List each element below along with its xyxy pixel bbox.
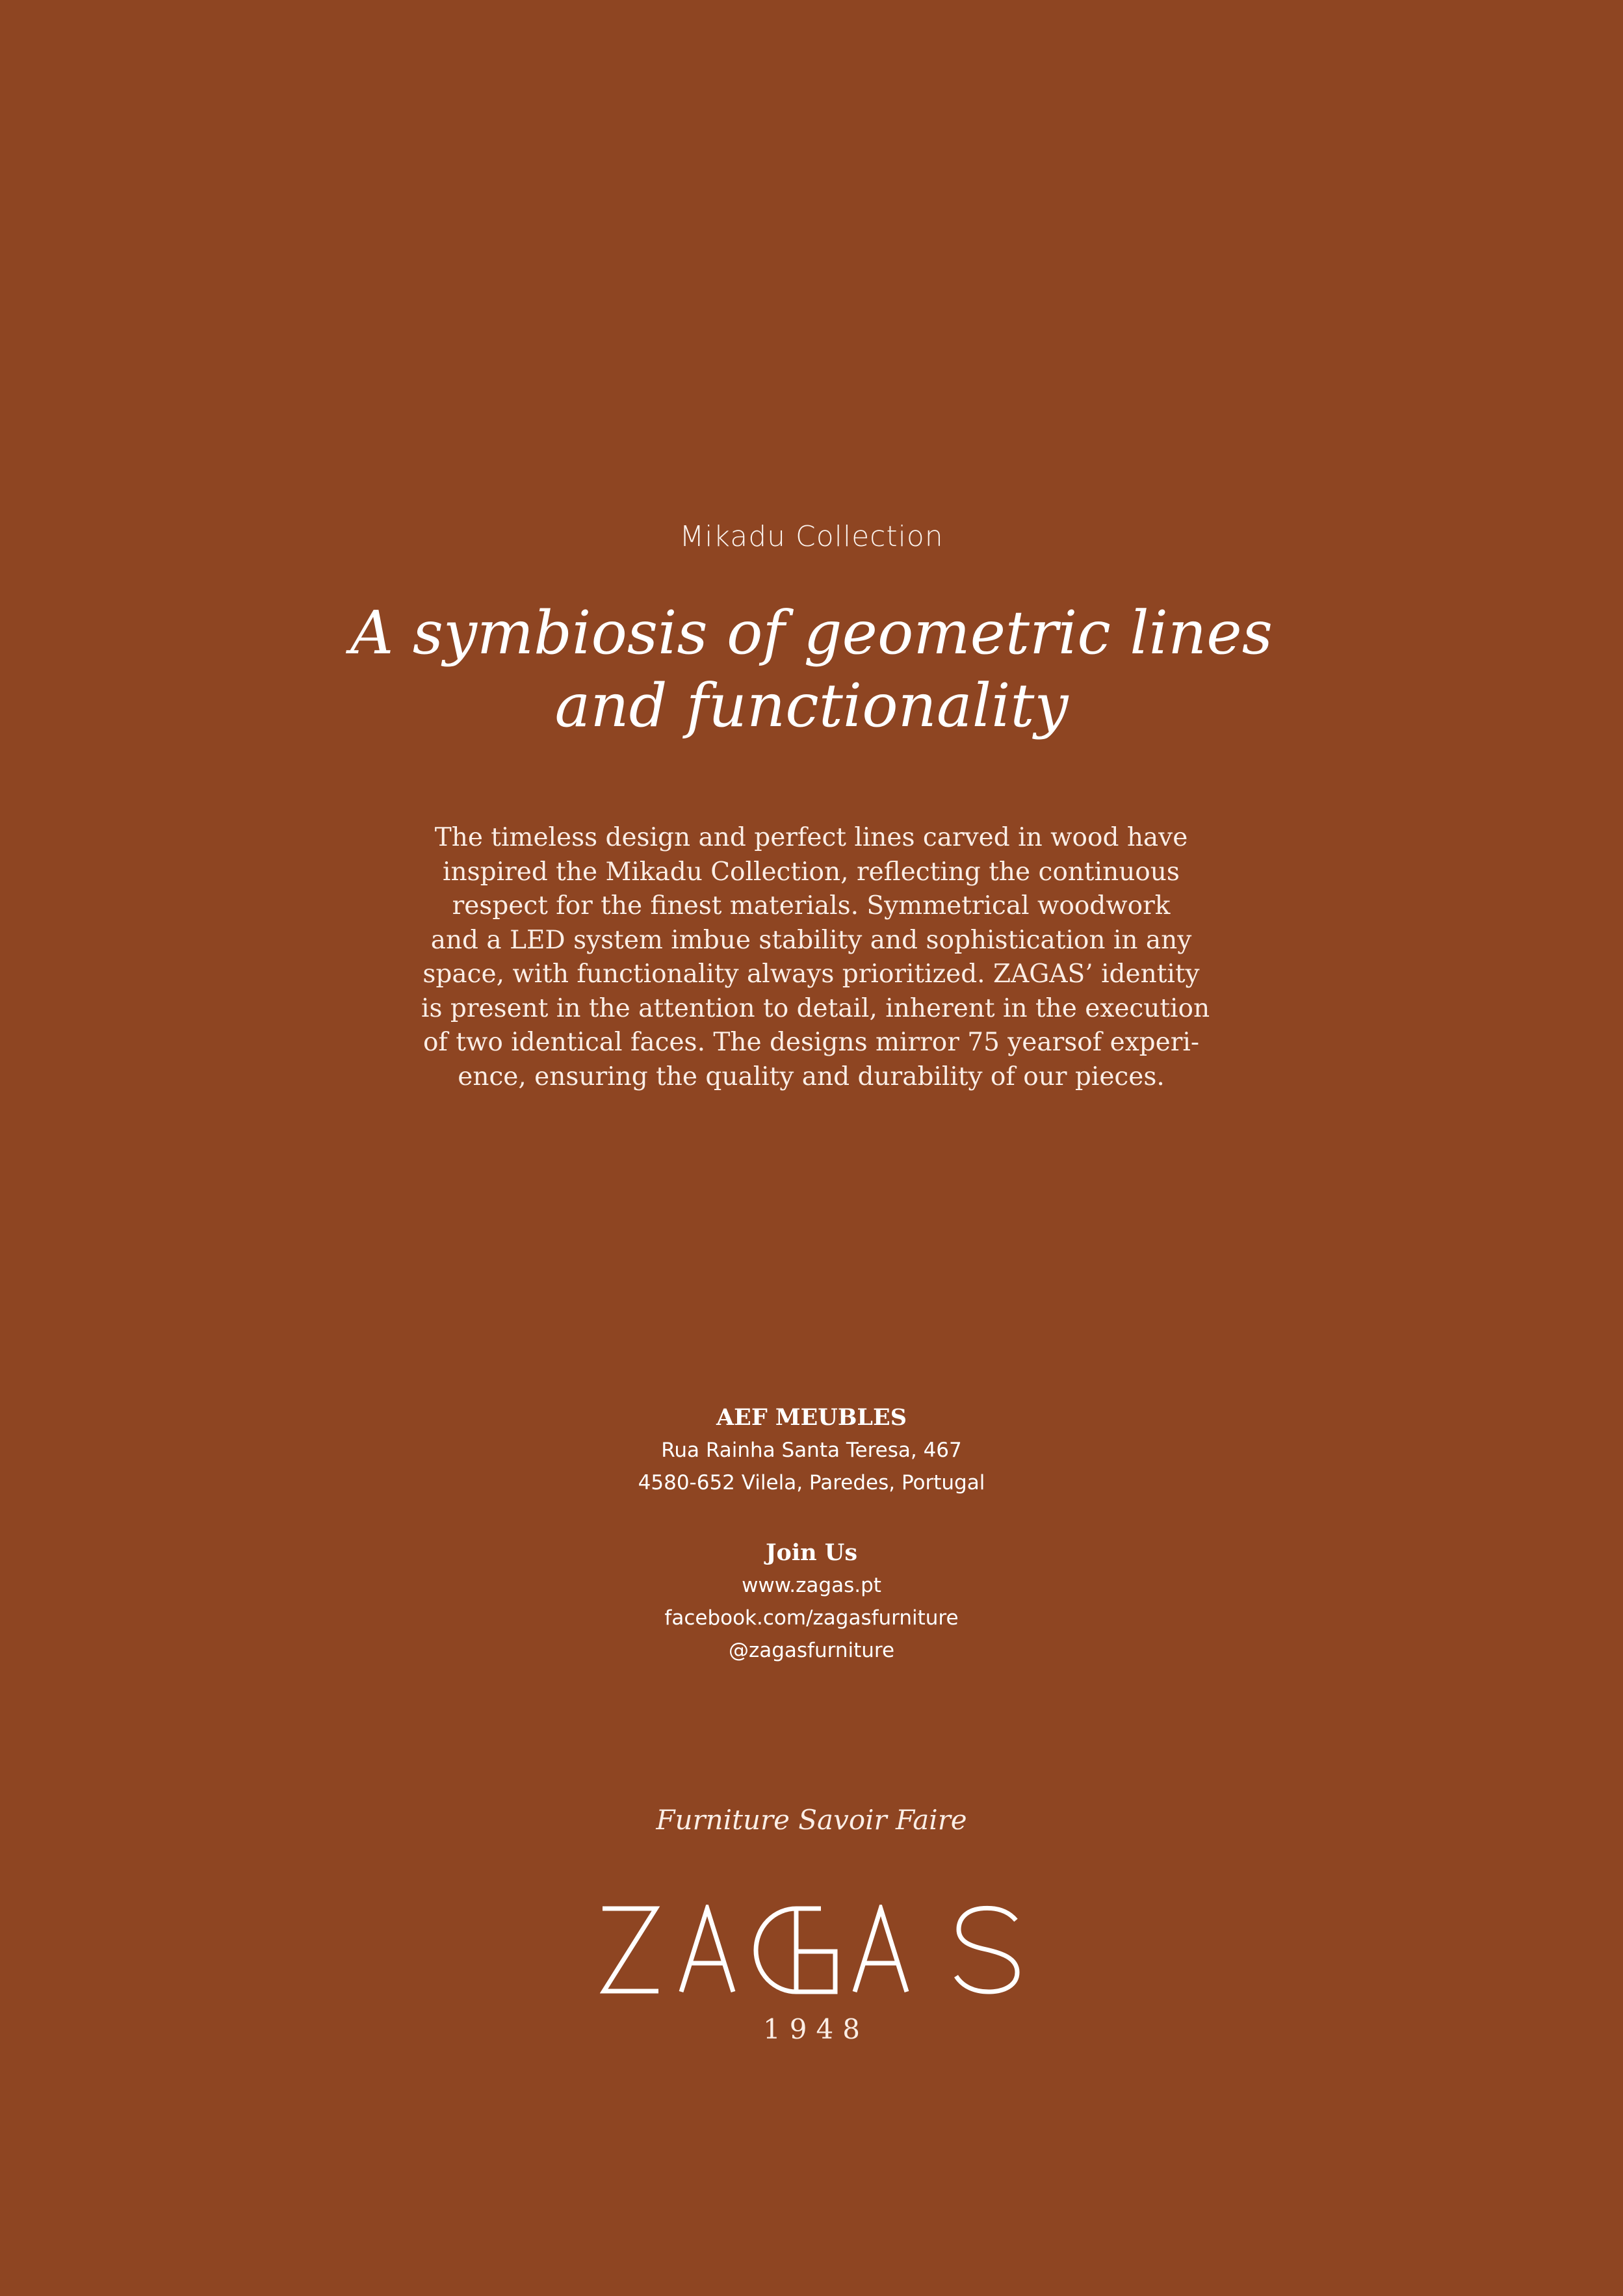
website-link[interactable]: www.zagas.pt [742,1574,881,1597]
join-us-heading: Join Us [765,1539,858,1566]
description-line: respect for the finest materials. Symmetrical woodwork [452,891,1171,920]
zagas-logo [600,1905,1022,1996]
logo-letter-z [603,1909,658,1991]
collection-description [421,821,1210,1094]
address-block [0,1402,1623,1499]
description-line: and a LED system imbue stability and sophistication in any [430,925,1192,955]
description-line: The timeless design and perfect lines carved in wood have [434,823,1188,852]
logo-year: 1948 [763,2013,869,2045]
logo-letter-g [756,1909,835,1992]
description-line: of two identical faces. The designs mirror 75 yearsof experi- [422,1028,1200,1057]
logo-letter-s [956,1908,1017,1992]
facebook-link[interactable]: facebook.com/zagasfurniture [664,1606,959,1630]
headline-line-1: A symbiosis of geometric lines [350,598,1273,668]
city-address: 4580-652 Vilela, Paredes, Portugal [638,1471,985,1494]
collection-label: Mikadu Collection [679,520,944,553]
logo-letter-a-2 [855,1909,907,1992]
description-line: inspired the Mikadu Collection, reflecting the continuous [443,857,1180,887]
social-handle[interactable]: @zagasfurniture [728,1639,895,1662]
description-line: ence, ensuring the quality and durability of our pieces. [458,1062,1165,1091]
logo-letter-a [681,1909,733,1992]
description-line: is present in the attention to detail, inherent in the execution [421,993,1210,1023]
headline-line-2: and functionality [554,671,1069,740]
headline [0,597,1623,742]
street-address: Rua Rainha Santa Teresa, 467 [661,1439,962,1462]
company-name: AEF MEUBLES [716,1404,907,1431]
tagline: Furniture Savoir Faire [656,1804,967,1836]
description-line: space, with functionality always prioritized. ZAGAS’ identity [422,959,1200,989]
join-us-block [0,1537,1623,1667]
